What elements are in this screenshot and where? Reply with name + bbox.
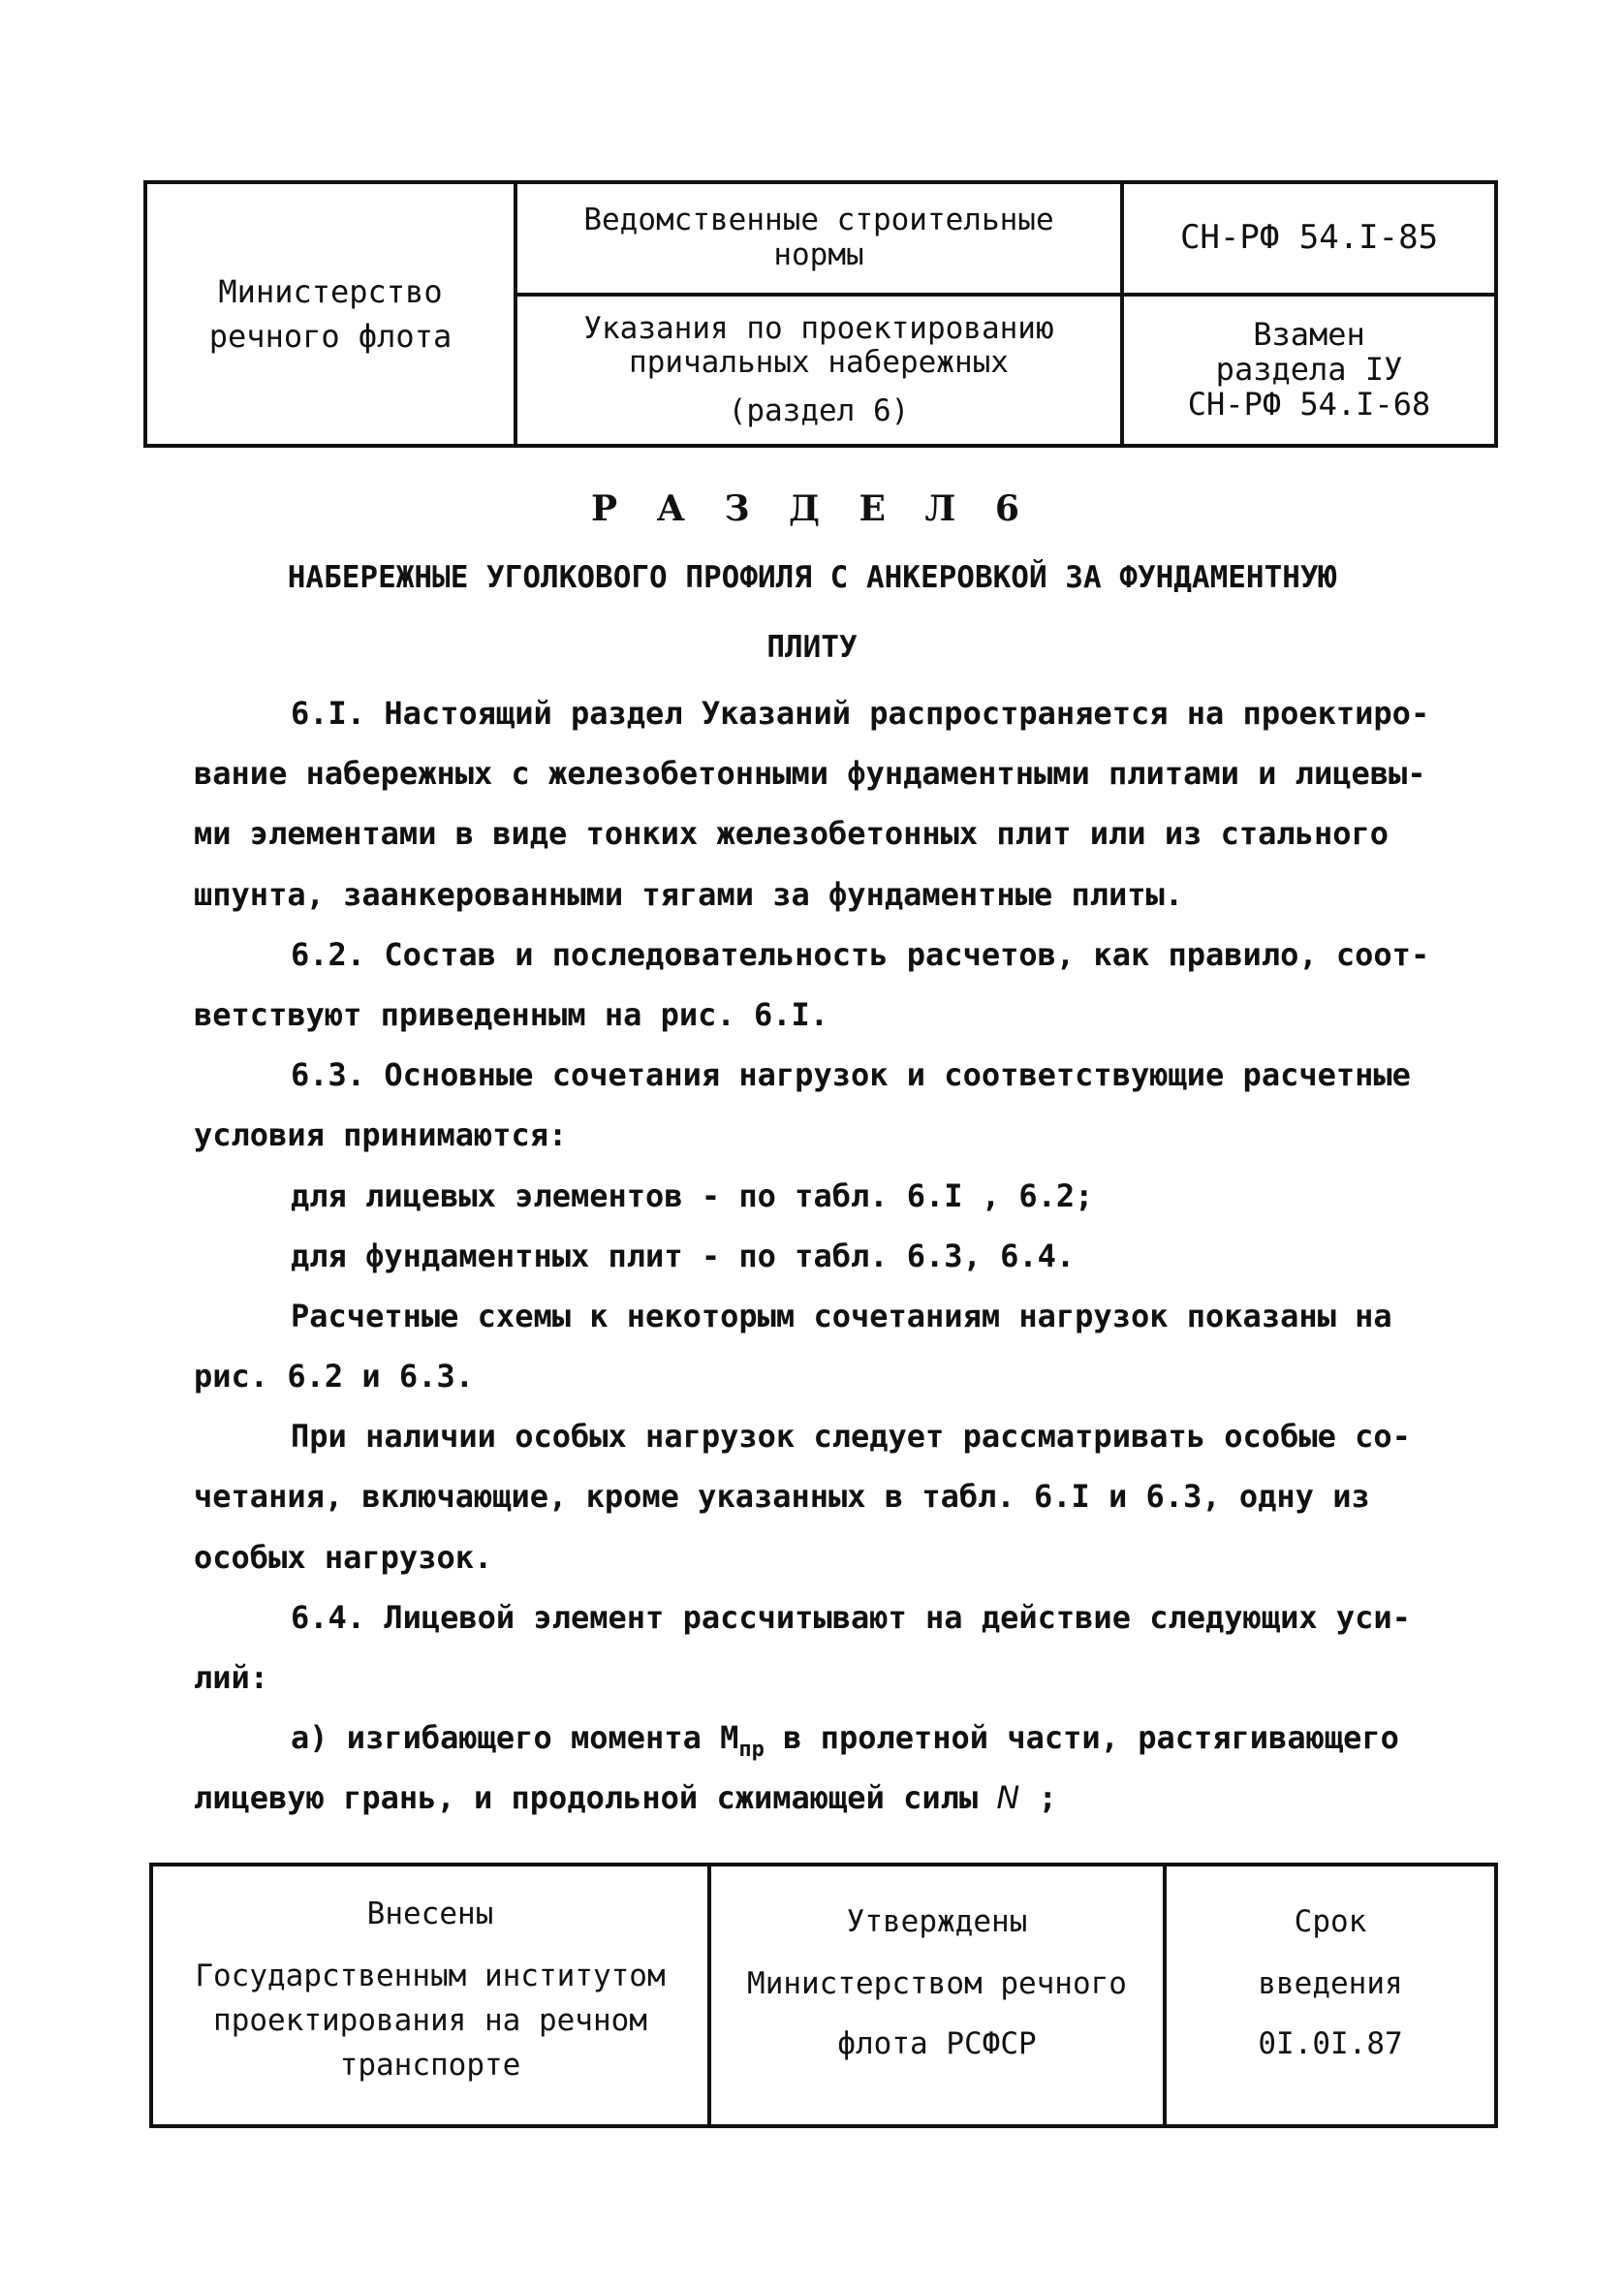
paragraph-line: четания, включающие, кроме указанных в табл. 6.I и 6.3, одну из — [194, 1478, 1370, 1516]
submitted-by-line: проектирования на речном — [213, 2003, 647, 2038]
header-table — [143, 180, 1498, 448]
paragraph-line — [194, 1708, 1453, 1768]
approved-by-heading: Утверждены — [846, 1904, 1028, 1939]
paragraph-line: При наличии особых нагрузок следует рассматривать особые со- — [291, 1418, 1411, 1456]
effective-date-heading: Срок — [1294, 1904, 1367, 1939]
ministry-line: речного флота — [208, 318, 453, 355]
paragraph-line: 6.4. Лицевой элемент рассчитывают на действие следующих уси- — [291, 1598, 1411, 1636]
effective-date-value: 0I.0I.87 — [1258, 2026, 1403, 2061]
submitted-by-line: Государственным институтом — [195, 1959, 666, 1993]
text-fragment: а) изгибающего момента М — [291, 1719, 739, 1757]
paragraph-line: для фундаментных плит - по табл. 6.3, 6.4. — [291, 1237, 1076, 1274]
footer-table — [149, 1863, 1498, 2128]
submitted-by-line: транспорте — [339, 2048, 521, 2083]
paragraph-line: 6.2. Состав и последовательность расчетов, как правило, соот- — [291, 935, 1430, 973]
submitted-by-cell — [153, 1866, 707, 2124]
section-title — [0, 543, 1624, 682]
approved-by-line: Министерством речного — [747, 1966, 1127, 2001]
section-title-line: НАБЕРЕЖНЫЕ УГОЛКОВОГО ПРОФИЛЯ С АНКЕРОВКОЙ ЗА ФУНДАМЕНТНУЮ — [287, 560, 1337, 595]
paragraph-line: рис. 6.2 и 6.3. — [194, 1358, 474, 1395]
replaces-line: раздела IУ — [1215, 351, 1403, 389]
text-fragment: ; — [1019, 1779, 1057, 1817]
submitted-by-heading: Внесены — [366, 1897, 494, 1931]
paragraph-line — [194, 1768, 1453, 1828]
norms-type-cell — [517, 184, 1120, 293]
document-code: СН-РФ 54.I-85 — [1179, 218, 1439, 258]
paragraph-line: условия принимаются: — [194, 1116, 568, 1154]
document-title-line: причальных набережных — [629, 345, 1009, 381]
paragraph-line: шпунта, заанкерованными тягами за фундаментные плиты. — [194, 875, 1184, 913]
document-title-line: Указания по проектированию — [583, 310, 1054, 346]
effective-date-line: введения — [1258, 1966, 1403, 2001]
section-title-line: ПЛИТУ — [766, 630, 858, 665]
body-text — [194, 683, 1453, 1829]
norms-type-line: Ведомственные строительные — [583, 203, 1054, 238]
text-fragment: лицевую грань, и продольной сжимающей силы — [194, 1779, 997, 1817]
paragraph-line: вание набережных с железобетонными фундаментными плитами и лицевы- — [194, 755, 1426, 793]
section-label: Р А З Д Е Л 6 — [591, 488, 1033, 529]
replaces-cell — [1124, 297, 1494, 444]
paragraph-line: ми элементами в виде тонких железобетонных плит или из стального — [194, 815, 1389, 853]
replaces-line: Взамен — [1253, 316, 1365, 354]
document-title-line: (раздел 6) — [728, 392, 910, 428]
approved-by-cell — [711, 1866, 1163, 2124]
approved-by-line: флота РСФСР — [837, 2026, 1037, 2061]
document-code-cell — [1124, 184, 1494, 293]
effective-date-cell — [1167, 1866, 1494, 2124]
ministry-cell — [147, 184, 514, 444]
text-fragment: в пролетной части, растягивающего — [764, 1719, 1399, 1757]
paragraph-line: 6.I. Настоящий раздел Указаний распространяется на проектиро- — [291, 695, 1430, 732]
paragraph-line: особых нагрузок. — [194, 1538, 493, 1576]
force-symbol: N — [996, 1779, 1020, 1817]
moment-subscript: пр — [738, 1738, 765, 1763]
paragraph-line: ветствуют приведенным на рис. 6.I. — [194, 995, 829, 1033]
paragraph-line: Расчетные схемы к некоторым сочетаниям нагрузок показаны на — [291, 1297, 1392, 1334]
paragraph-line: 6.3. Основные сочетания нагрузок и соответствующие расчетные — [291, 1056, 1411, 1094]
ministry-line: Министерство — [218, 272, 443, 310]
paragraph-line: лий: — [194, 1659, 269, 1696]
norms-type-line: нормы — [773, 237, 864, 272]
paragraph-line: для лицевых элементов - по табл. 6.I , 6.2; — [291, 1176, 1094, 1214]
document-title-cell — [517, 297, 1120, 444]
replaces-line: СН-РФ 54.I-68 — [1187, 385, 1431, 423]
